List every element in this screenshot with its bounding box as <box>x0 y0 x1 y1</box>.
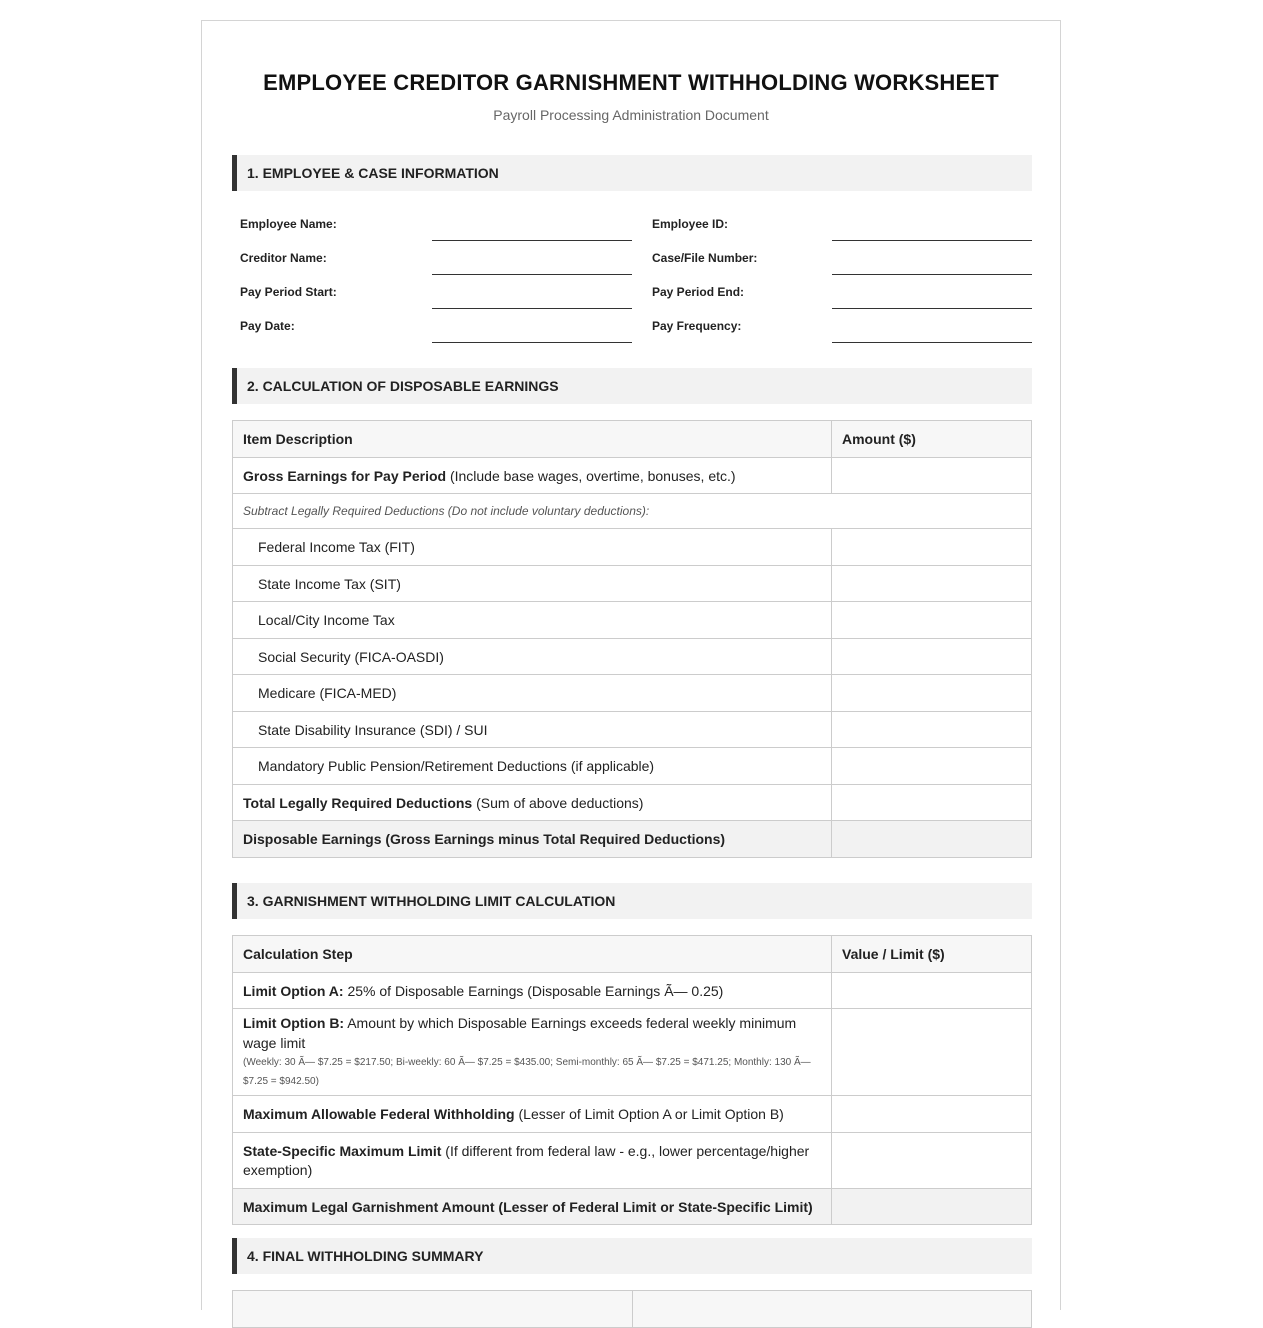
pay-period-start-label: Pay Period Start: <box>240 285 337 299</box>
table-row <box>233 639 1032 675</box>
total-deductions-bold: Total Legally Required Deductions <box>243 794 473 811</box>
limit-option-a-bold: Limit Option A: <box>243 982 344 999</box>
pay-period-start-field[interactable] <box>432 308 632 309</box>
table-row <box>233 602 1032 639</box>
deduction-label: Local/City Income Tax <box>233 602 832 639</box>
table-row <box>233 458 1032 494</box>
table-row <box>233 821 1032 858</box>
state-limit-label <box>233 1133 832 1189</box>
limit-option-b-note: (Weekly: 30 Ã— $7.25 = $217.50; Bi-weekly: 60 Ã— $7.25 = $435.00; Semi-monthly: 65 Ã— $7.25 = $471.25; Monthly: 130 Ã— $7.25 = $942.50) <box>243 1057 811 1087</box>
max-federal-bold: Maximum Allowable Federal Withholding <box>243 1106 515 1122</box>
state-limit-bold: State-Specific Maximum Limit <box>243 1142 442 1159</box>
deduction-label: Federal Income Tax (FIT) <box>233 529 832 566</box>
disposable-earnings-label: Disposable Earnings (Gross Earnings minus Total Required Deductions) <box>233 821 832 858</box>
table-row <box>233 1189 1032 1225</box>
section-header-disposable-earnings: 2. CALCULATION OF DISPOSABLE EARNINGS <box>232 368 1032 404</box>
document-title: EMPLOYEE CREDITOR GARNISHMENT WITHHOLDING WORKSHEET <box>263 70 999 95</box>
gross-earnings-bold: Gross Earnings for Pay Period <box>243 467 447 484</box>
deduction-amount[interactable] <box>832 675 1032 712</box>
table-row <box>233 1133 1032 1189</box>
max-federal-value[interactable] <box>832 1096 1032 1133</box>
pay-frequency-label: Pay Frequency: <box>652 319 742 333</box>
pay-period-end-label: Pay Period End: <box>652 285 745 299</box>
limit-option-b-bold: Limit Option B: <box>243 1015 345 1031</box>
limit-option-b-text: Amount by which Disposable Earnings exceeds federal weekly minimum wage limit <box>243 1015 797 1051</box>
deduction-label: State Income Tax (SIT) <box>233 566 832 602</box>
summary-column-amount <box>632 1291 1032 1328</box>
table-header-row <box>233 936 1032 973</box>
max-federal-text: (Lesser of Limit Option A or Limit Option B) <box>514 1106 784 1122</box>
summary-column-item <box>233 1291 633 1328</box>
deduction-amount[interactable] <box>832 566 1032 602</box>
gross-earnings-note: (Include base wages, overtime, bonuses, etc.) <box>446 467 736 484</box>
deduction-label: Mandatory Public Pension/Retirement Deductions (if applicable) <box>233 748 832 785</box>
limit-option-a-label <box>233 973 832 1009</box>
table-row <box>233 529 1032 566</box>
column-header-amount: Amount ($) <box>832 421 1032 458</box>
column-header-value: Value / Limit ($) <box>832 936 1032 973</box>
disposable-earnings-table <box>232 420 1032 858</box>
state-limit-text: (If different from federal law - e.g., lower percentage/higher exemption) <box>243 1142 810 1178</box>
max-federal-label <box>233 1096 832 1133</box>
table-row <box>233 712 1032 748</box>
employee-id-label: Employee ID: <box>652 217 729 231</box>
deduction-amount[interactable] <box>832 602 1032 639</box>
table-row <box>233 675 1032 712</box>
creditor-name-label: Creditor Name: <box>240 251 327 265</box>
section-header-employee-case: 1. EMPLOYEE & CASE INFORMATION <box>232 155 1032 191</box>
deduction-amount[interactable] <box>832 712 1032 748</box>
limit-option-a-text: 25% of Disposable Earnings (Disposable Earnings Ã— 0.25) <box>343 982 724 999</box>
deduction-label: State Disability Insurance (SDI) / SUI <box>233 712 832 748</box>
case-number-label: Case/File Number: <box>652 251 758 265</box>
employee-name-field[interactable] <box>432 240 632 241</box>
limit-option-a-value[interactable] <box>832 973 1032 1009</box>
limit-option-b-value[interactable] <box>832 1009 1032 1096</box>
limit-option-b-label <box>233 1009 832 1096</box>
pay-date-field[interactable] <box>432 342 632 343</box>
table-header-row <box>233 421 1032 458</box>
pay-frequency-field[interactable] <box>832 342 1032 343</box>
withholding-limit-table <box>232 935 1032 1225</box>
state-limit-value[interactable] <box>832 1133 1032 1189</box>
document-subtitle: Payroll Processing Administration Document <box>493 107 769 123</box>
max-legal-garnishment-label: Maximum Legal Garnishment Amount (Lesser of Federal Limit or State-Specific Limit) <box>233 1189 832 1225</box>
max-legal-garnishment-value[interactable] <box>832 1189 1032 1225</box>
creditor-name-field[interactable] <box>432 274 632 275</box>
deduction-amount[interactable] <box>832 748 1032 785</box>
total-deductions-note: (Sum of above deductions) <box>472 794 644 811</box>
column-header-item: Item Description <box>233 421 832 458</box>
column-header-step: Calculation Step <box>233 936 832 973</box>
table-row <box>233 1009 1032 1096</box>
worksheet-page <box>201 20 1061 1310</box>
total-deductions-label <box>233 785 832 821</box>
employee-name-label: Employee Name: <box>240 217 337 231</box>
deduction-label: Social Security (FICA-OASDI) <box>233 639 832 675</box>
disposable-earnings-amount[interactable] <box>832 821 1032 858</box>
gross-earnings-amount[interactable] <box>832 458 1032 494</box>
pay-period-end-field[interactable] <box>832 308 1032 309</box>
deduction-amount[interactable] <box>832 639 1032 675</box>
table-row <box>233 785 1032 821</box>
deduction-amount[interactable] <box>832 529 1032 566</box>
gross-earnings-label <box>233 458 832 494</box>
table-row <box>233 748 1032 785</box>
section-header-final-summary: 4. FINAL WITHHOLDING SUMMARY <box>232 1238 1032 1274</box>
table-row <box>233 494 1032 529</box>
total-deductions-amount[interactable] <box>832 785 1032 821</box>
employee-id-field[interactable] <box>832 240 1032 241</box>
table-header-row <box>233 1291 1032 1328</box>
subtract-deductions-note: Subtract Legally Required Deductions (Do not include voluntary deductions): <box>233 494 1032 529</box>
table-row <box>233 1096 1032 1133</box>
pay-date-label: Pay Date: <box>240 319 295 333</box>
section-header-withholding-limit: 3. GARNISHMENT WITHHOLDING LIMIT CALCULATION <box>232 883 1032 919</box>
deduction-label: Medicare (FICA-MED) <box>233 675 832 712</box>
table-row <box>233 566 1032 602</box>
table-row <box>233 973 1032 1009</box>
case-number-field[interactable] <box>832 274 1032 275</box>
